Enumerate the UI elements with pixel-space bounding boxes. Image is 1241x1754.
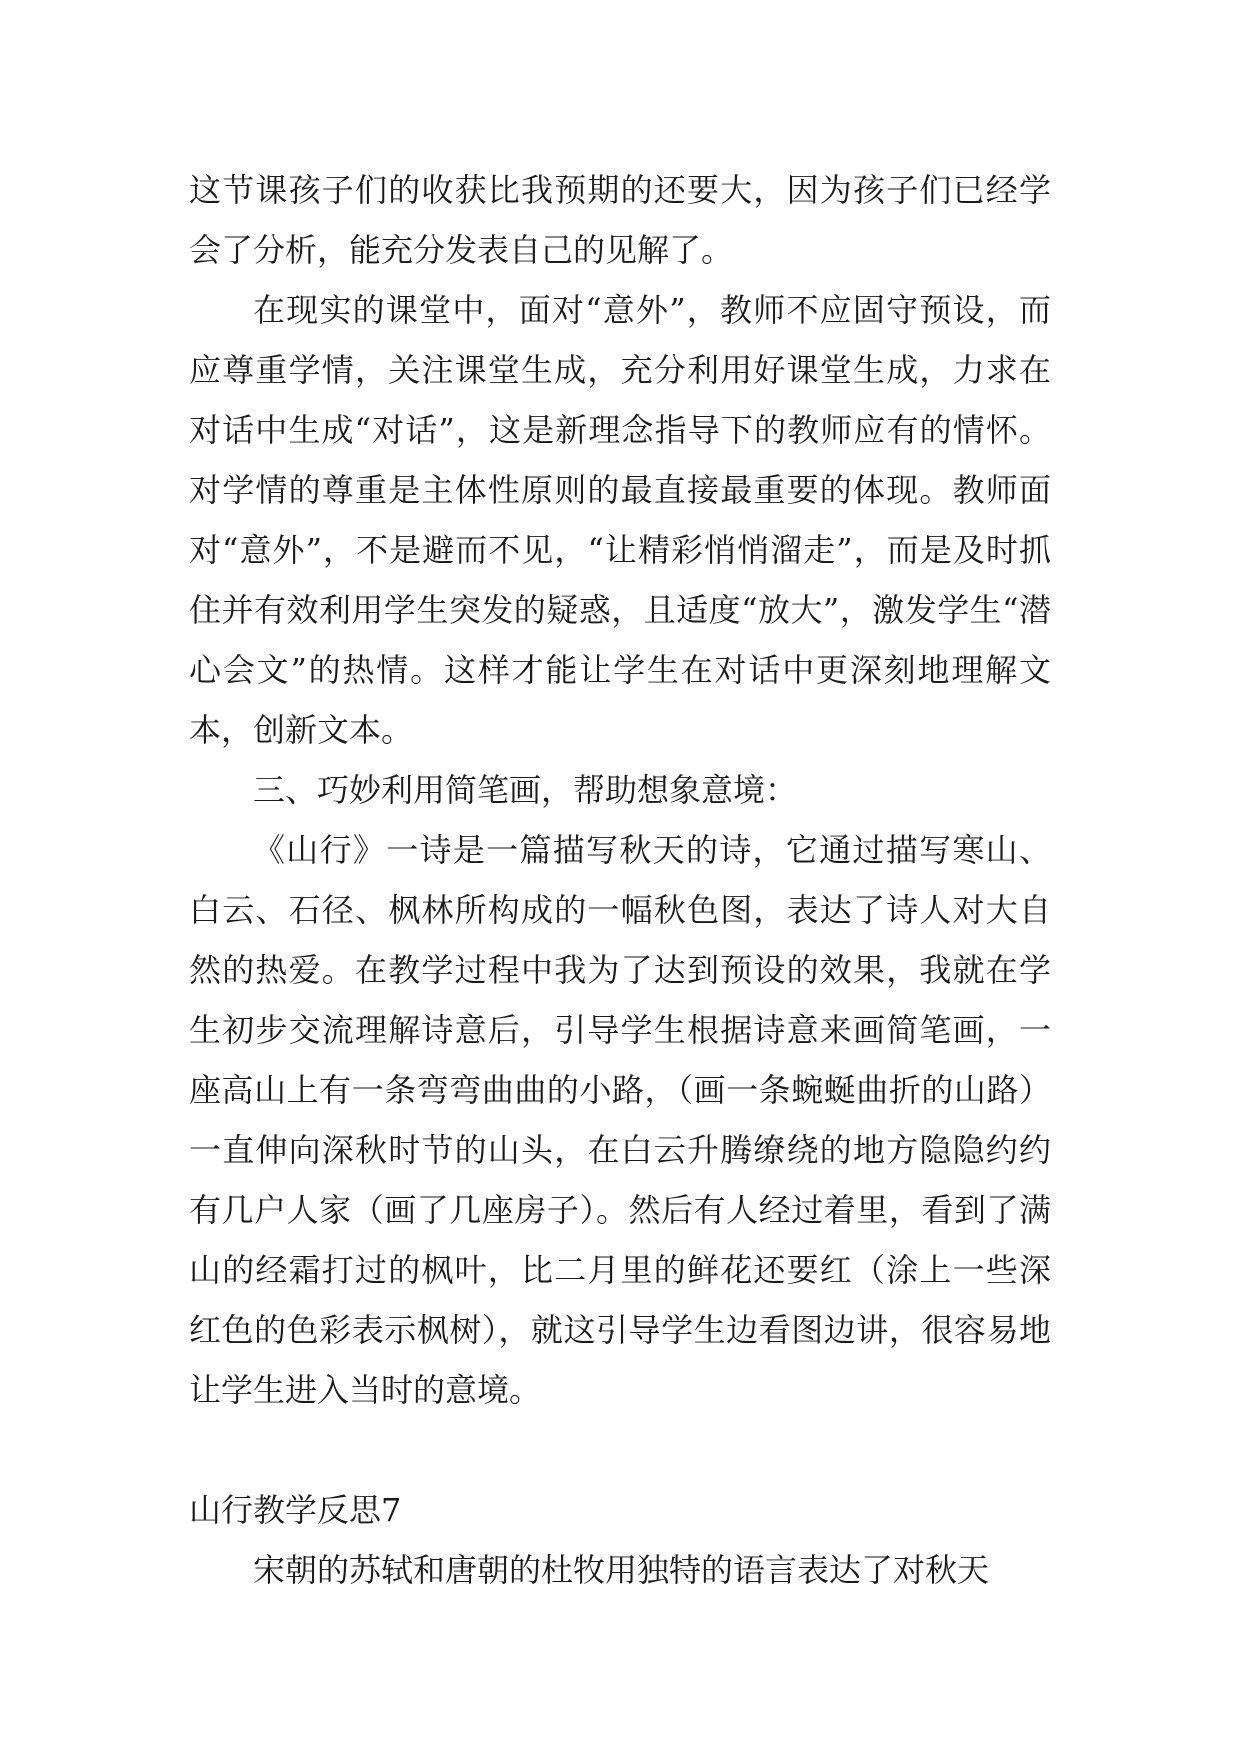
paragraph-intro-next: 宋朝的苏轼和唐朝的杜牧用独特的语言表达了对秋天 (253, 1551, 990, 1589)
paragraph-continuation: 这节课孩子们的收获比我预期的还要大，因为孩子们已经学会了分析，能充分发表自己的见解了。 (189, 171, 1051, 269)
paragraph-poem-description: 《山行》一诗是一篇描写秋天的诗，它通过描写寒山、白云、石径、枫林所构成的一幅秋色图，表达了诗人对大自然的热爱。在教学过程中我为了达到预设的效果，我就在学生初步交流理解诗意后，引导学生根据诗意来画简笔画，一座高山上有一条弯弯曲曲的小路，（画一条蜿蜒曲折的山路）一直伸向深秋时节的山头，在白云升腾缭绕的地方隐隐约约有几户人家（画了几座房子）。然后有人经过着里，看到了满山的经霜打过的枫叶，比二月里的鲜花还要红（涂上一些深红色的色彩表示枫树），就这引导学生边看图边讲，很容易地让学生进入当时的意境。 (189, 831, 1051, 1409)
section-heading-sketch: 三、巧妙利用简笔画，帮助想象意境： (253, 771, 798, 809)
paragraph-classroom-reflection: 在现实的课堂中，面对“意外”，教师不应固守预设，而应尊重学情，关注课堂生成，充分利用好课堂生成，力求在对话中生成“对话”，这是新理念指导下的教师应有的情怀。对学情的尊重是主体性原则的最直接最重要的体现。教师面对“意外”，不是避而不见，“让精彩悄悄溜走”，而是及时抓住并有效利用学生突发的疑惑，且适度“放大”，激发学生“潜心会文”的热情。这样才能让学生在对话中更深刻地理解文本，创新文本。 (189, 291, 1051, 749)
document-body (189, 160, 1051, 1600)
section-title: 山行教学反思7 (189, 1491, 402, 1529)
